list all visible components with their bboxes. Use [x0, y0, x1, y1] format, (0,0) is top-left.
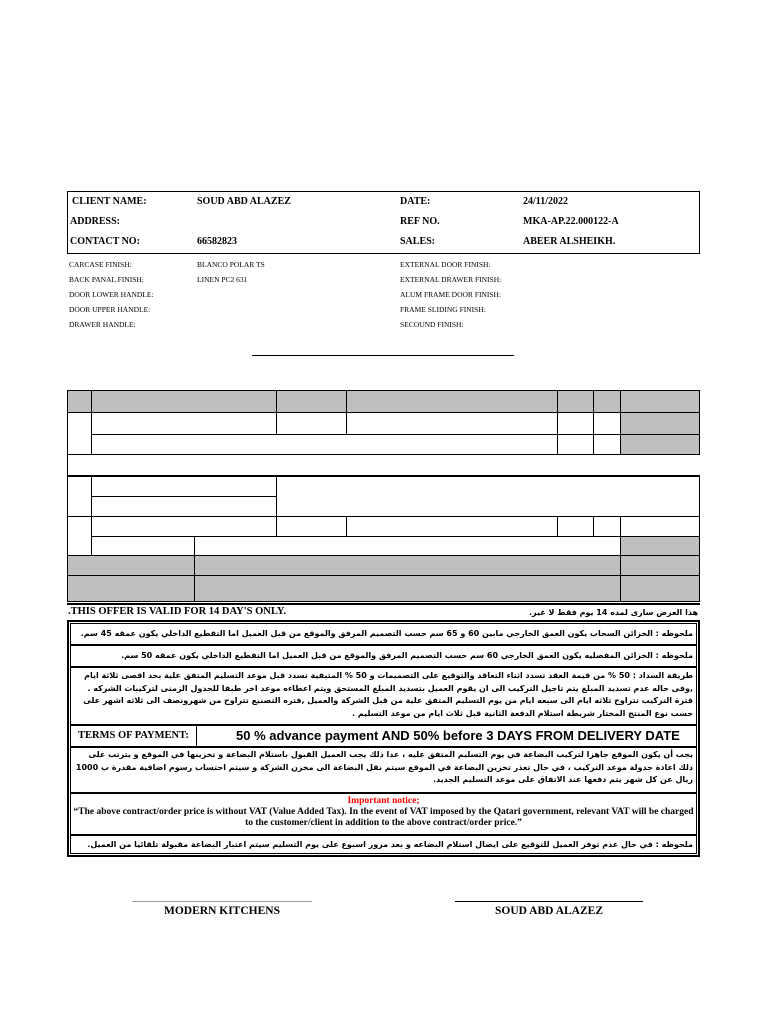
alum-frame-finish-label: ALUM FRAME DOOR FINISH: [400, 290, 502, 299]
ref-value: MKA-AP.22.000122-A [523, 216, 619, 227]
table-header-cell [620, 390, 700, 413]
signature-right: SOUD ABD ALAZEZ [494, 905, 603, 917]
important-notice-title: Important notice; [347, 796, 420, 806]
final-note-ar: ملحوظه : في حال عدم توفر العميل للتوقيع على ايصال استلام البضاعه و بعد مرور اسبوع على يوم التسليم سيتم اعتبار البضاعة مقبولة تلقائيا من العميل. [87, 840, 693, 849]
client-name-label: CLIENT NAME: [72, 196, 147, 207]
table-cell [620, 536, 700, 556]
table-cell [91, 476, 277, 497]
table-cell [91, 496, 277, 517]
second-finish-label: SECOUND FINISH: [400, 320, 464, 329]
table-cell [593, 516, 621, 537]
table-cell [91, 516, 277, 537]
back-panel-finish-label: BACK PANAL FINISH: [69, 275, 144, 284]
sales-value: ABEER ALSHEIKH. [523, 236, 616, 247]
table-cell [67, 476, 92, 517]
table-cell [620, 412, 700, 435]
table-cell [276, 476, 700, 517]
table-total-cell [67, 575, 195, 602]
note2-ar: ملحوظه : الخزائن المفصليه يكون العمق الخارجي 60 سم حسب التصميم المرفق والموقع من قبل العميل اما التقطيع الداخلي يكون عمقه 50 سم. [121, 651, 693, 660]
table-header-cell [593, 390, 621, 413]
frame-sliding-finish-label: FRAME SLIDING FINISH: [400, 305, 486, 314]
title-underline [252, 355, 514, 356]
date-value: 24/11/2022 [523, 196, 569, 207]
validity-top-rule [67, 603, 700, 605]
ref-label: REF NO. [400, 216, 440, 227]
address-label: ADDRESS: [70, 216, 121, 227]
note1-ar: ملحوظه : الخزائن السحاب يكون العمق الخارجي مابين 60 و 65 سم حسب التصميم المرفق والموقع من قبل العميل اما التقطيع الداخلي يكون عمقه 45 سم. [80, 629, 693, 638]
table-header-cell [557, 390, 594, 413]
door-lower-handle-label: DOOR LOWER HANDLE: [69, 290, 154, 299]
offer-validity-en: .THIS OFFER IS VALID FOR 14 DAY'S ONLY. [68, 606, 287, 617]
payment-method-ar: طريقة السداد : 50 % من قيمة العقد تسدد اثناء التعاقد والتوقيع على التصميمات و 50 % المتبقية تسدد قبل موعد التسليم المتفق علية بحد اقصى ثلاثة ايام ,وفى حاله عدم تسديد المبلغ يتم تاجيل التركيب الى ان يقوم العميل بتسديد المبلغ المستحق ويتم اعطاءه موعد اخر طبقا للجدول الزمنى لتركيبات الشركه . فترة التركيب تتراوح ثلاثه ايام الى سبعه ايام من يوم التسليم المتفق علية من قبل الشركة والعميل ,فتره التصنيع تتراوح من شهرونصف الى ثلاثه اشهر على حسب نوع المنتج المختار شريطة استلام الدفعة الثانية قبل ثلاث ايام من موعد التسليم . [83, 671, 693, 718]
table-cell [620, 434, 700, 455]
terms-label: TERMS OF PAYMENT: [78, 730, 189, 741]
table-total-cell [620, 575, 700, 602]
table-cell [593, 412, 621, 435]
offer-validity-ar: هذا العرض سارى لمده 14 يوم فقط لا غير. [528, 608, 698, 617]
table-cell [593, 434, 621, 455]
signature-line-right [455, 901, 643, 902]
table-header-cell [346, 390, 558, 413]
table-total-cell [194, 555, 621, 576]
site-readiness-ar: يجب أن يكون الموقع جاهزا لتركيب البضاعة في يوم التسليم المتفق عليه ، عدا ذلك يجب العميل القبول باستلام البضاعة و تخزينها في الموقع و يترتب على ذلك اعادة جدولة موعد التركيب ، في حال تعذر تخزين البضاعة في الموقع سيتم نقل البضاعة الى مخزن الشركة و سيتم احتساب رسوم اضافية مقدرة ب 1000 ريال عن كل شهر يتم دفعها عند الاتفاق على موعد التسليم الجديد. [75, 750, 693, 784]
contact-value: 66582823 [197, 236, 237, 247]
client-name-value: SOUD ABD ALAZEZ [197, 196, 291, 207]
date-label: DATE: [400, 196, 431, 207]
signature-line-left [132, 901, 312, 902]
table-cell [194, 536, 621, 556]
table-cell [557, 516, 594, 537]
contact-label: CONTACT NO: [70, 236, 140, 247]
table-cell [557, 434, 594, 455]
table-cell [620, 516, 700, 537]
external-door-finish-label: EXTERNAL DOOR FINISH: [400, 260, 491, 269]
table-cell [557, 412, 594, 435]
important-notice-text: “The above contract/order price is without VAT (Value Added Tax). In the event of VAT imposed by the Qatari government, relevant VAT will be charged to the customer/client in addition to the above contract/order price.” [73, 807, 694, 828]
carcase-finish-label: CARCASE FINISH: [69, 260, 132, 269]
table-cell [67, 516, 92, 556]
signature-left: MODERN KITCHENS [164, 905, 280, 917]
table-cell [346, 516, 558, 537]
table-cell [91, 536, 195, 556]
table-header-cell [67, 390, 92, 413]
carcase-finish-value: BLANCO POLAR TS [197, 260, 265, 269]
table-section-divider [67, 454, 700, 476]
table-header-cell [276, 390, 347, 413]
external-drawer-finish-label: EXTERNAL DRAWER FINISH: [400, 275, 502, 284]
terms-value: 50 % advance payment AND 50% before 3 DAYS FROM DELIVERY DATE [236, 728, 680, 743]
table-cell [276, 412, 347, 435]
back-panel-finish-value: LINEN PC2 631 [197, 275, 248, 284]
table-total-cell [194, 575, 621, 602]
table-cell [91, 412, 277, 435]
drawer-handle-label: DRAWER HANDLE: [69, 320, 136, 329]
table-cell [91, 434, 558, 455]
table-header-cell [91, 390, 277, 413]
table-total-cell [67, 555, 195, 576]
table-cell [346, 412, 558, 435]
table-total-cell [620, 555, 700, 576]
terms-divider [196, 725, 197, 747]
sales-label: SALES: [400, 236, 436, 247]
table-cell [276, 516, 347, 537]
table-cell [67, 412, 92, 455]
door-upper-handle-label: DOOR UPPER HANDLE: [69, 305, 151, 314]
